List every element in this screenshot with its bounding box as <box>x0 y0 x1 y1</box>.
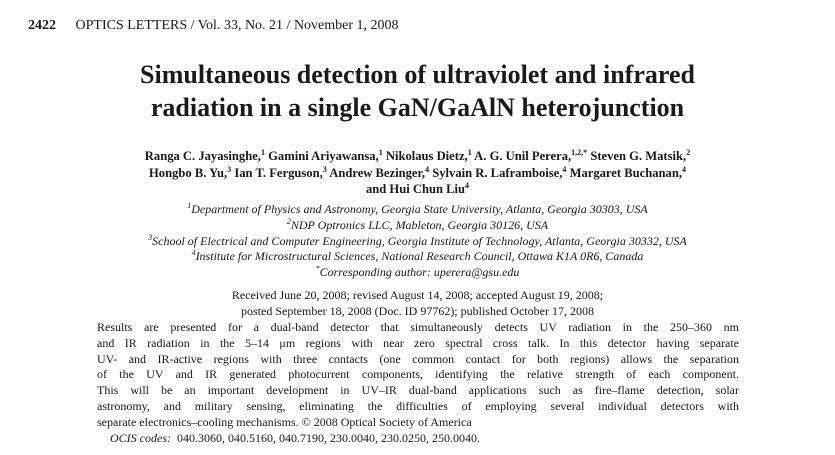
author-name: and Hui Chun Liu <box>365 182 466 196</box>
affiliation-sup: 4 <box>191 248 196 258</box>
abstract-line: of the UV and IR generated photocurrent components, identifying the relative strength of each component. <box>97 367 739 382</box>
affiliation-text: NDP Optronics LLC, Mableton, Georgia 30126, USA <box>290 217 549 232</box>
author-affil-sup: 4 <box>681 164 686 174</box>
running-header <box>28 18 399 34</box>
author-affil-sup: 4 <box>562 164 567 174</box>
journal-citation: OPTICS LETTERS / Vol. 33, No. 21 / November 1, 2008 <box>75 18 399 33</box>
affiliation-sup: 2 <box>286 216 291 226</box>
author-name: Sylvain R. Laframboise, <box>432 165 563 180</box>
abstract-line: UV- and IR-active regions with three contacts (one common contact for both regions) allows the separation <box>97 351 739 366</box>
author-name: Hongbo B. Yu, <box>149 165 228 180</box>
corresponding-text: Corresponding author: uperera@gsu.edu <box>319 265 520 280</box>
ocis-values: 040.3060, 040.5160, 040.7190, 230.0040, 230.0250, 250.0040. <box>176 431 480 445</box>
author-name: Ian T. Ferguson, <box>234 165 323 180</box>
author-affil-sup: 3 <box>227 164 232 174</box>
author-affil-sup: 1 <box>378 147 383 157</box>
title-line: radiation in a single GaN/GaAlN heterojunction <box>150 93 685 122</box>
abstract <box>97 320 739 431</box>
author-list <box>0 148 835 198</box>
author-name: Margaret Buchanan, <box>569 165 682 180</box>
corresponding-sup: * <box>315 264 320 274</box>
abstract-line: astronomy, and military sensing, eliminating the difficulties of employing several individual detectors with <box>97 398 739 413</box>
dates-line: Received June 20, 2008; revised August 14, 2008; accepted August 19, 2008; <box>231 288 604 302</box>
publication-dates <box>0 288 835 320</box>
abstract-line: This will be an important development in UV–IR dual-band applications such as fire–flame detection, solar <box>97 383 739 398</box>
ocis-label: OCIS codes: <box>110 431 171 445</box>
author-line <box>0 181 835 198</box>
abstract-line: Results are presented for a dual-band detector that simultaneously detects UV radiation in the 250–360 nm <box>97 320 739 334</box>
affiliation-sup: 3 <box>148 232 153 242</box>
affiliation-list <box>0 202 835 281</box>
affiliation <box>0 249 835 265</box>
paper-title <box>0 58 835 124</box>
author-affil-sup: 1 <box>260 147 265 157</box>
affiliation-sup: 1 <box>187 201 192 210</box>
affiliation-text: School of Electrical and Computer Engineering, Georgia Institute of Technology, Atlanta, Georgia 30332, USA <box>152 233 687 248</box>
affiliation-text: Institute for Microstructural Sciences, National Research Council, Ottawa K1A 0R6, Canada <box>195 249 644 264</box>
abstract-line: separate electronics–cooling mechanisms. © 2008 Optical Society of America <box>97 414 472 429</box>
author-name: Steven G. Matsik, <box>590 149 687 163</box>
author-affil-sup: 1 <box>467 147 472 157</box>
ocis-codes <box>110 431 480 446</box>
author-name: Ranga C. Jayasinghe, <box>144 149 261 163</box>
abstract-line: and IR radiation in the 5–14 μm regions with near zero spectral cross talk. In this detector having separate <box>97 335 739 350</box>
title-line: Simultaneous detection of ultraviolet and infrared <box>140 60 695 89</box>
affiliation-text: Department of Physics and Astronomy, Georgia State University, Atlanta, Georgia 30303, USA <box>191 202 648 216</box>
author-affil-sup: 1,2,* <box>571 147 588 157</box>
affiliation <box>0 234 835 250</box>
author-affil-sup: 4 <box>425 164 430 174</box>
author-name: Nikolaus Dietz, <box>385 149 468 163</box>
author-name: Gamini Ariyawansa, <box>268 149 379 163</box>
author-affil-sup: 3 <box>322 164 327 174</box>
author-line <box>0 165 835 182</box>
affiliation <box>0 202 835 218</box>
author-name: Andrew Bezinger, <box>329 165 426 180</box>
corresponding-author <box>0 265 835 281</box>
dates-line: posted September 18, 2008 (Doc. ID 97762); published October 17, 2008 <box>241 303 594 318</box>
author-name: A. G. Unil Perera, <box>474 149 572 163</box>
page-number: 2422 <box>28 18 56 33</box>
author-affil-sup: 2 <box>686 147 691 157</box>
affiliation <box>0 218 835 234</box>
author-affil-sup: 4 <box>465 180 470 190</box>
author-line <box>0 148 835 165</box>
